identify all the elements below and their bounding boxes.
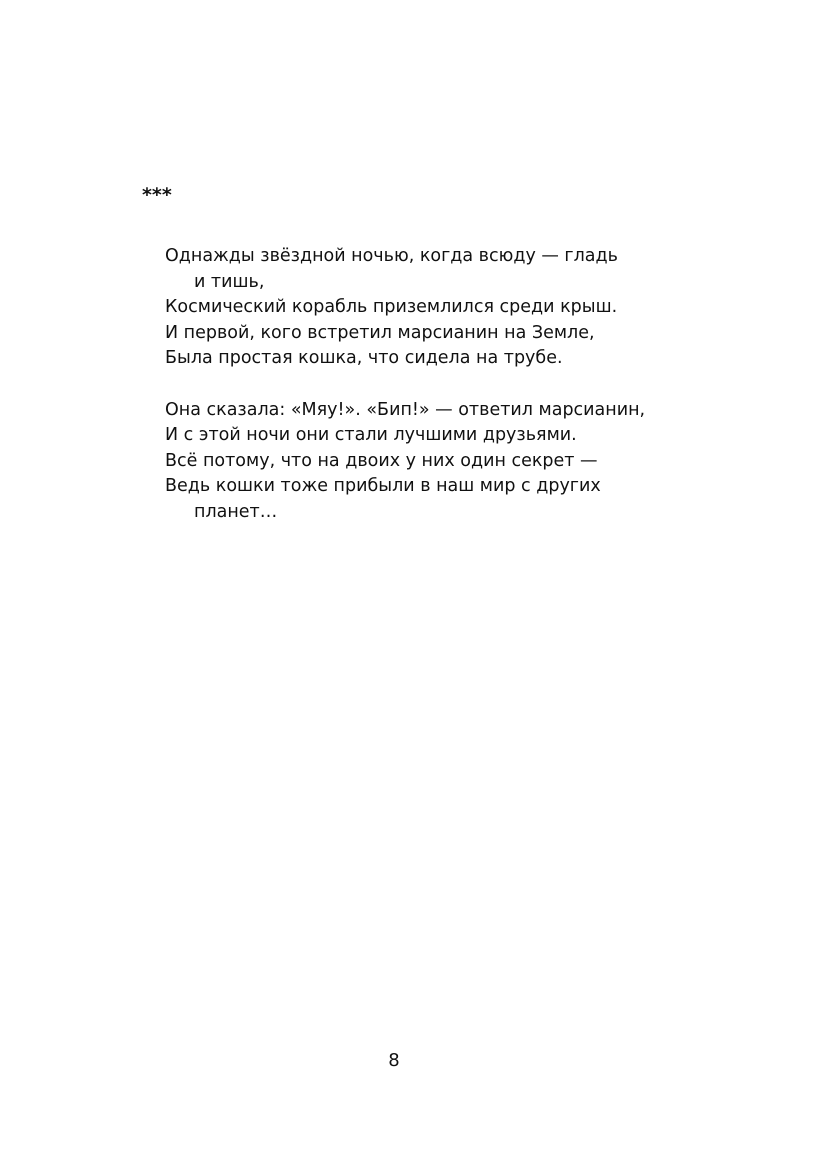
section-separator: *** xyxy=(142,184,172,206)
poem-line: Ведь кошки тоже прибыли в наш мир с других xyxy=(165,476,601,496)
page-number: 8 xyxy=(388,1050,400,1071)
poem-line-continuation: и тишь, xyxy=(194,271,265,292)
stanza-2 xyxy=(165,398,725,526)
poem-line: И с этой ночи они стали лучшими друзьями. xyxy=(165,425,577,445)
poem-line: Космический корабль приземлился среди крыш. xyxy=(165,297,618,317)
poem xyxy=(165,244,725,551)
poem-line: Всё потому, что на двоих у них один секрет — xyxy=(165,450,598,471)
poem-line: Была простая кошка, что сидела на трубе. xyxy=(165,348,563,368)
stanza-1 xyxy=(165,244,725,372)
poem-line-continuation: планет… xyxy=(194,501,278,522)
poem-line: Однажды звёздной ночью, когда всюду — гладь xyxy=(165,246,618,266)
poem-line: Она сказала: «Мяу!». «Бип!» — ответил марсианин, xyxy=(165,399,646,420)
poem-line: И первой, кого встретил марсианин на Земле, xyxy=(165,322,595,343)
